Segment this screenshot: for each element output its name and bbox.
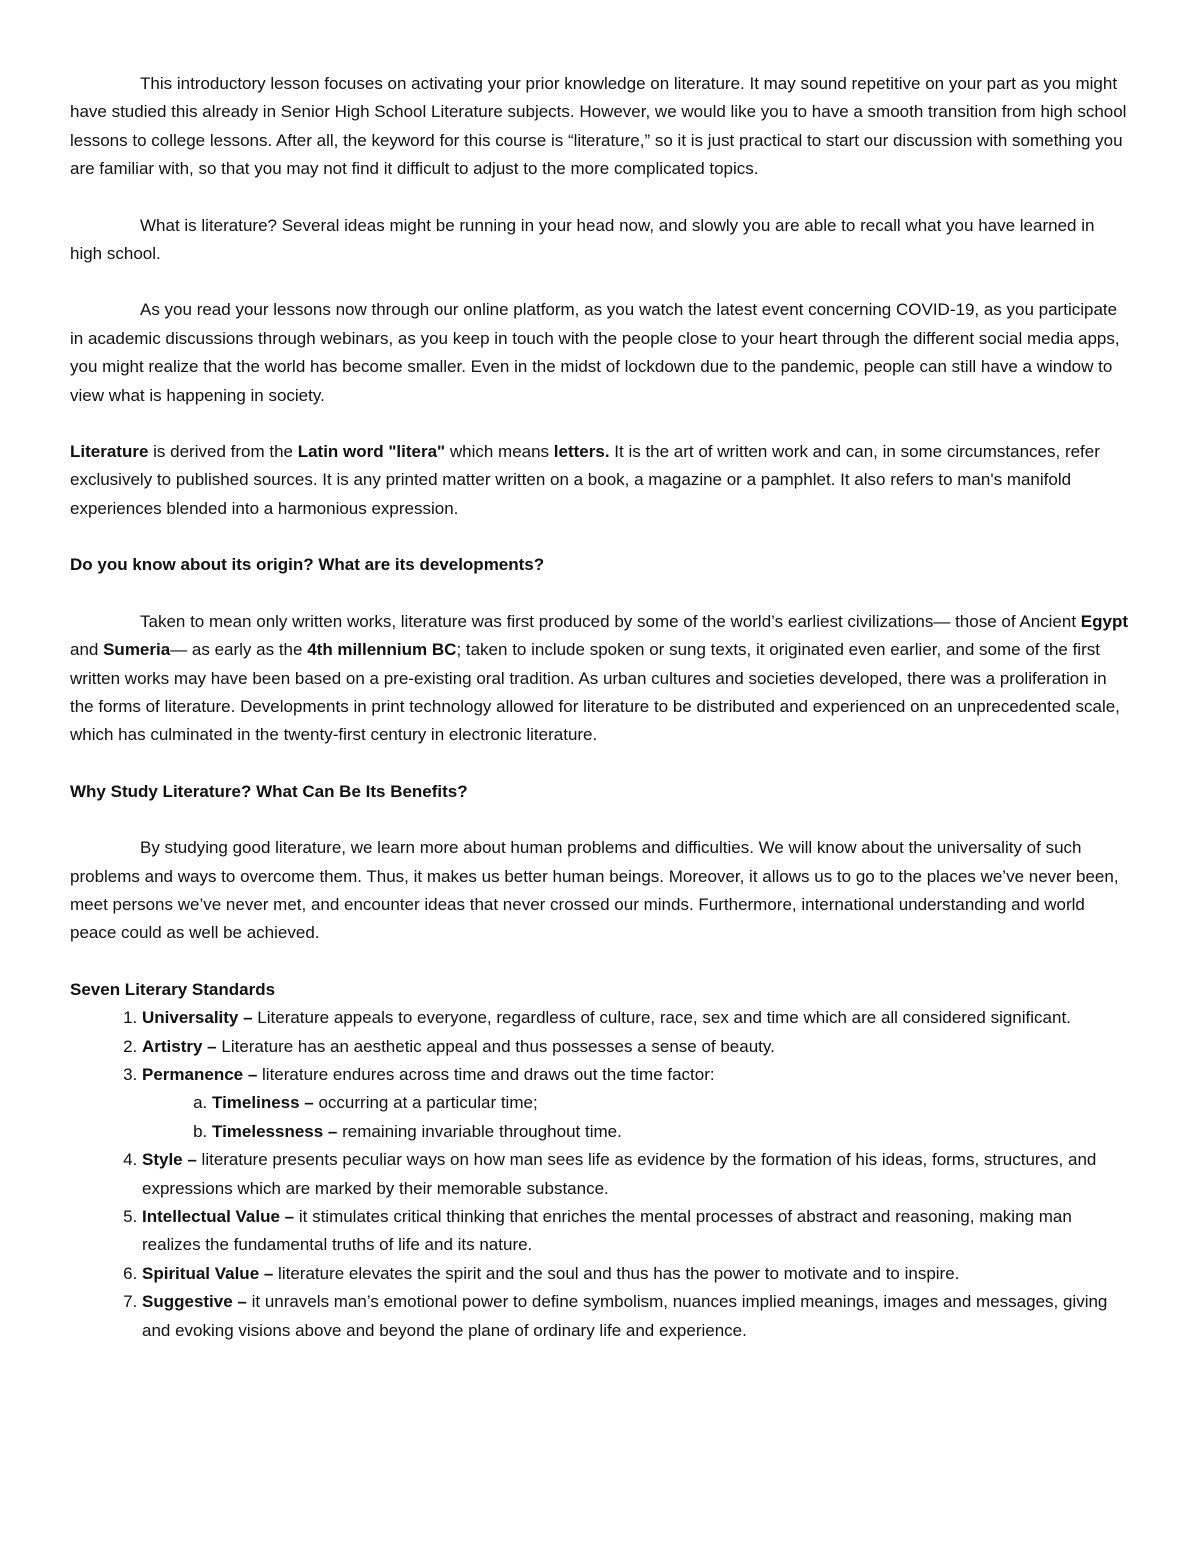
standard-text: Literature appeals to everyone, regardless of culture, race, sex and time which are all considered significant. (252, 1008, 1071, 1028)
list-item (142, 1203, 1130, 1260)
standard-text: literature presents peculiar ways on how man sees life as evidence by the formation of his ideas, forms, structures, and expressions which are marked by their memorable substance. (142, 1150, 1097, 1198)
origin-paragraph (70, 608, 1130, 750)
standard-term: Universality – (142, 1008, 253, 1028)
standard-text: it stimulates critical thinking that enriches the mental processes of abstract and reasoning, making man realizes the fundamental truths of life and its nature. (142, 1207, 1072, 1255)
standard-term: Permanence – (142, 1064, 258, 1084)
sub-term: Timeliness – (212, 1093, 314, 1113)
list-item (142, 1146, 1130, 1203)
list-item (142, 1260, 1130, 1288)
intro-paragraph-2: What is literature? Several ideas might be running in your head now, and slowly you are able to recall what you have learned in high school. (70, 215, 1095, 264)
standard-term: Suggestive – (142, 1292, 247, 1312)
definition-text-2: which means (445, 442, 554, 462)
list-item (142, 1033, 1130, 1061)
why-paragraph: By studying good literature, we learn more about human problems and difficulties. We will know about the universality of such problems and ways to overcome them. Thus, it makes us better human beings. Moreover, it allows us to go to the places we’ve never been, meet persons we’ve never met, and encounter ideas that never crossed our minds. Furthermore, international understanding and world peace could as well be achieved. (70, 838, 1119, 943)
term-letters: letters. (553, 442, 610, 462)
intro-paragraph-1: This introductory lesson focuses on activating your prior knowledge on literature. It may sound repetitive on your part as you might have studied this already in Senior High School Literature subjects. However, we would like you to have a smooth transition from high school lessons to college lessons. After all, the keyword for this course is “literature,” so it is just practical to start our discussion with something you are familiar with, so that you may not find it difficult to adjust to the more complicated topics. (70, 74, 1127, 179)
term-latin-word: Latin word "litera" (297, 442, 446, 462)
list-item (142, 1004, 1130, 1032)
list-item (142, 1061, 1130, 1146)
standard-text: Literature has an aesthetic appeal and thus possesses a sense of beauty. (216, 1036, 775, 1056)
origin-heading: Do you know about its origin? What are its developments? (70, 555, 545, 575)
standard-term: Artistry – (142, 1036, 217, 1056)
sub-term: Timelessness – (212, 1121, 338, 1141)
definition-paragraph (70, 438, 1130, 523)
permanence-sublist (142, 1089, 1130, 1146)
list-item (142, 1288, 1130, 1345)
standards-heading: Seven Literary Standards (70, 979, 276, 999)
definition-text-1: is derived from the (148, 442, 298, 462)
sub-text: occurring at a particular time; (313, 1093, 538, 1113)
list-item (212, 1118, 1130, 1146)
definition-text-3: It is the art of written work and can, in some circumstances, refer exclusively to published sources. It is any printed matter written on a book, a magazine or a pamphlet. It also refers to man's manifold experiences blended into a harmonious expression. (70, 442, 1100, 518)
term-sumeria: Sumeria (103, 640, 171, 660)
standard-term: Intellectual Value – (142, 1207, 295, 1226)
standards-list (70, 1004, 1130, 1345)
standard-term: Style – (142, 1150, 197, 1170)
term-millennium: 4th millennium BC (307, 640, 457, 660)
term-literature: Literature (70, 442, 149, 462)
intro-paragraph-3: As you read your lessons now through our online platform, as you watch the latest event concerning COVID-19, as you participate in academic discussions through webinars, as you keep in touch with the people close to your heart through the different social media apps, you might realize that the world has become smaller. Even in the midst of lockdown due to the pandemic, people can still have a window to view what is happening in society. (70, 300, 1120, 405)
term-egypt: Egypt (1080, 611, 1129, 631)
document-page (70, 70, 1130, 1345)
origin-text-2: and (70, 640, 104, 660)
origin-text-3: — as early as the (170, 640, 308, 660)
standard-text: literature elevates the spirit and the soul and thus has the power to motivate and to inspire. (273, 1263, 960, 1283)
sub-text: remaining invariable throughout time. (337, 1121, 622, 1141)
why-heading: Why Study Literature? What Can Be Its Benefits? (70, 781, 468, 801)
origin-text-4: ; taken to include spoken or sung texts, it originated even earlier, and some of the first written works may have been based on a pre-existing oral tradition. As urban cultures and societies developed, there was a proliferation in the forms of literature. Developments in print technology allowed for literature to be distributed and experienced on an unprecedented scale, which has culminated in the twenty-first century in electronic literature. (70, 640, 1120, 745)
list-item (212, 1089, 1130, 1117)
origin-text-1: Taken to mean only written works, literature was first produced by some of the world’s earliest civilizations— those of Ancient (140, 611, 1081, 631)
standard-text: it unravels man’s emotional power to define symbolism, nuances implied meanings, images and messages, giving and evoking visions above and beyond the plane of ordinary life and experience. (142, 1292, 1108, 1340)
standard-term: Spiritual Value – (142, 1263, 274, 1283)
standard-text: literature endures across time and draws out the time factor: (257, 1064, 715, 1084)
